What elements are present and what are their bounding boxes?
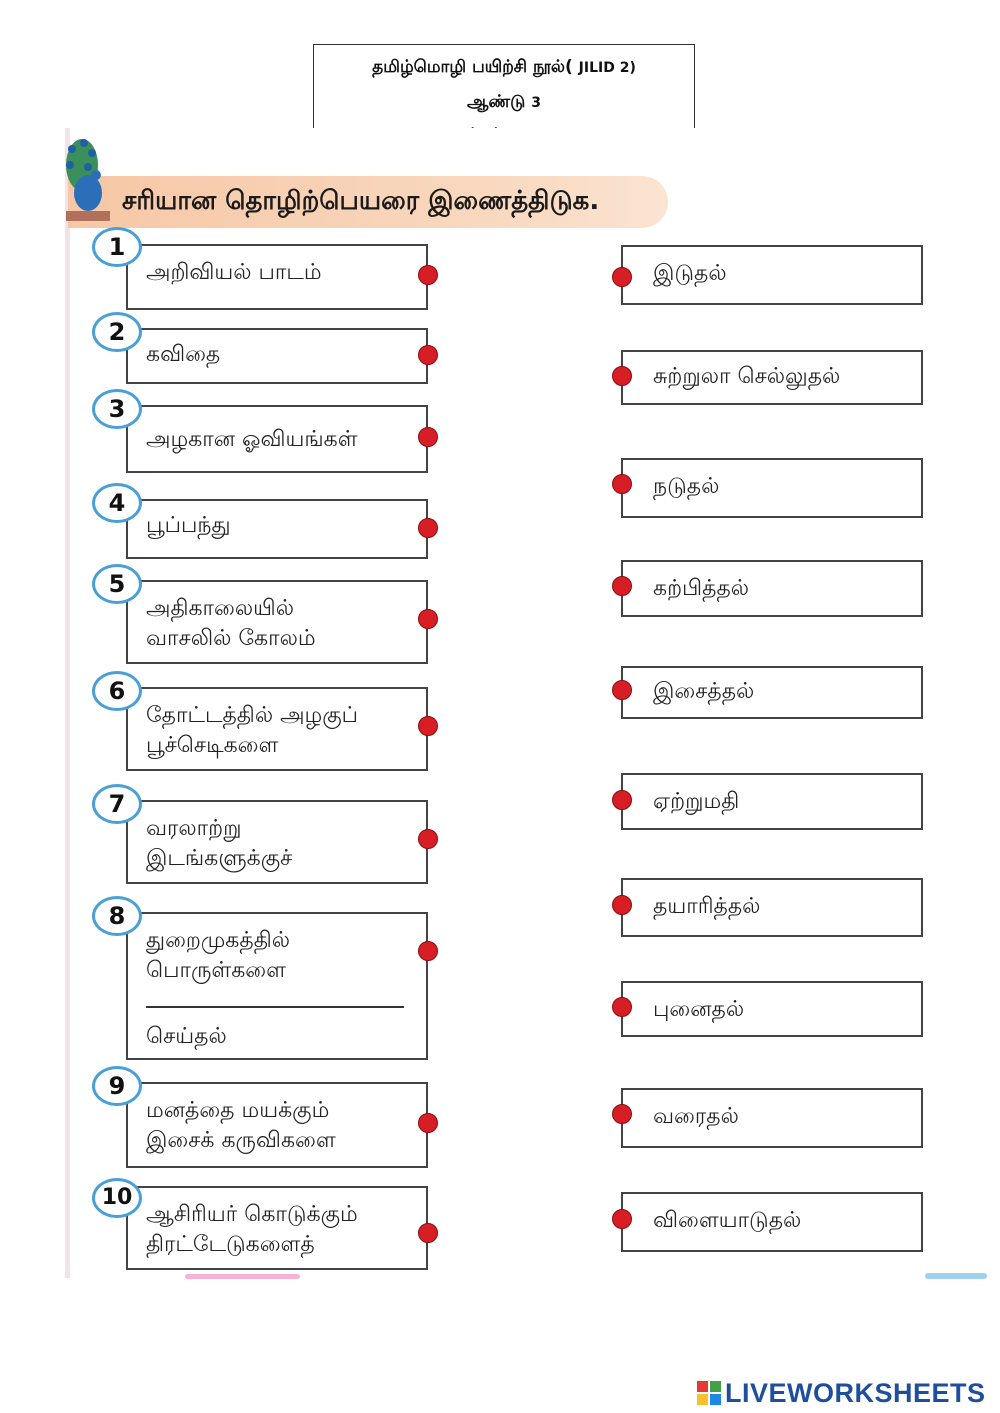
right-item-10 [621,1192,923,1252]
logo-text: LIVEWORKSHEETS [725,1377,986,1408]
header-line-2 [314,92,694,114]
right-connector-dot-2[interactable] [612,366,632,386]
right-item-text: நடுதல் [653,474,720,499]
left-item-text: அறிவியல் பாடம் [146,260,322,285]
number-badge: 6 [92,671,142,711]
right-item-5 [621,666,923,719]
left-item-text: செய்தல் [146,1024,227,1049]
left-item-text: அதிகாலையில் [146,596,294,621]
left-connector-dot-5[interactable] [418,609,438,629]
right-item-text: கற்பித்தல் [653,576,750,601]
left-item-text: அழகான ஓவியங்கள் [146,427,358,452]
left-connector-dot-8[interactable] [418,941,438,961]
peacock-icon [62,135,122,225]
left-border-strip [65,128,70,1278]
year-label: ஆண்டு [467,92,526,112]
right-connector-dot-1[interactable] [612,267,632,287]
left-connector-dot-4[interactable] [418,518,438,538]
book-volume: JILID 2) [578,60,636,76]
number-badge: 8 [92,896,142,936]
liveworksheets-logo [697,1378,986,1408]
left-item-text: திரட்டேடுகளைத் [146,1232,315,1257]
right-item-1 [621,245,923,305]
right-connector-dot-7[interactable] [612,895,632,915]
left-item-text: வாசலில் கோலம் [146,626,316,651]
right-item-6 [621,773,923,830]
left-item-8 [126,912,428,1060]
left-item-7 [126,800,428,884]
right-item-text: ஏற்றுமதி [653,789,740,814]
left-item-3 [126,405,428,473]
left-item-10 [126,1186,428,1270]
number-badge: 3 [92,389,142,429]
right-item-text: வரைதல் [653,1104,739,1129]
left-item-text: மனத்தை மயக்கும் [146,1098,330,1123]
left-connector-dot-7[interactable] [418,829,438,849]
decorative-accent [185,1274,300,1279]
right-item-text: விளையாடுதல் [653,1208,802,1233]
year-value: 3 [531,95,541,111]
left-item-text: துறைமுகத்தில் [146,928,290,953]
right-item-9 [621,1088,923,1148]
right-connector-dot-10[interactable] [612,1209,632,1229]
left-item-5 [126,580,428,664]
right-item-text: தயாரித்தல் [653,894,761,919]
header-line-1 [314,57,694,79]
answer-blank-line [146,1006,404,1008]
right-item-text: புனைதல் [653,997,745,1022]
number-badge: 10 [92,1178,142,1218]
right-item-text: இடுதல் [653,261,727,286]
right-connector-dot-5[interactable] [612,680,632,700]
right-item-2 [621,350,923,405]
right-connector-dot-4[interactable] [612,576,632,596]
right-item-8 [621,981,923,1037]
left-connector-dot-2[interactable] [418,345,438,365]
left-item-text: வரலாற்று [146,816,242,841]
right-item-7 [621,878,923,937]
left-item-9 [126,1082,428,1168]
left-item-text: பூச்செடிகளை [146,733,279,758]
left-item-text: இசைக் கருவிகளை [146,1128,336,1153]
left-item-text: தோட்டத்தில் அழகுப் [146,703,359,728]
left-connector-dot-9[interactable] [418,1113,438,1133]
number-badge: 5 [92,564,142,604]
left-item-text: கவிதை [146,342,221,367]
decorative-accent [925,1273,987,1279]
right-item-3 [621,458,923,518]
left-connector-dot-6[interactable] [418,716,438,736]
right-connector-dot-8[interactable] [612,997,632,1017]
right-connector-dot-9[interactable] [612,1104,632,1124]
logo-mark-icon [697,1381,721,1405]
right-item-text: இசைத்தல் [653,679,755,704]
left-connector-dot-1[interactable] [418,265,438,285]
number-badge: 4 [92,483,142,523]
right-connector-dot-6[interactable] [612,790,632,810]
right-item-text: சுற்றுலா செல்லுதல் [653,364,841,389]
left-item-text: ஆசிரியர் கொடுக்கும் [146,1202,358,1227]
number-badge: 2 [92,312,142,352]
book-title: தமிழ்மொழி பயிற்சி நூல்( [372,57,573,77]
left-item-text: பூப்பந்து [146,513,231,538]
left-connector-dot-3[interactable] [418,427,438,447]
left-item-text: பொருள்களை [146,958,286,983]
left-connector-dot-10[interactable] [418,1223,438,1243]
left-item-4 [126,499,428,559]
number-badge: 9 [92,1066,142,1106]
number-badge: 1 [92,227,142,267]
right-connector-dot-3[interactable] [612,474,632,494]
number-badge: 7 [92,784,142,824]
left-item-6 [126,687,428,771]
left-item-2 [126,328,428,384]
instruction-text: சரியான தொழிற்பெயரை இணைத்திடுக. [122,186,600,216]
right-item-4 [621,560,923,617]
left-item-1 [126,244,428,310]
left-item-text: இடங்களுக்குச் [146,846,293,871]
